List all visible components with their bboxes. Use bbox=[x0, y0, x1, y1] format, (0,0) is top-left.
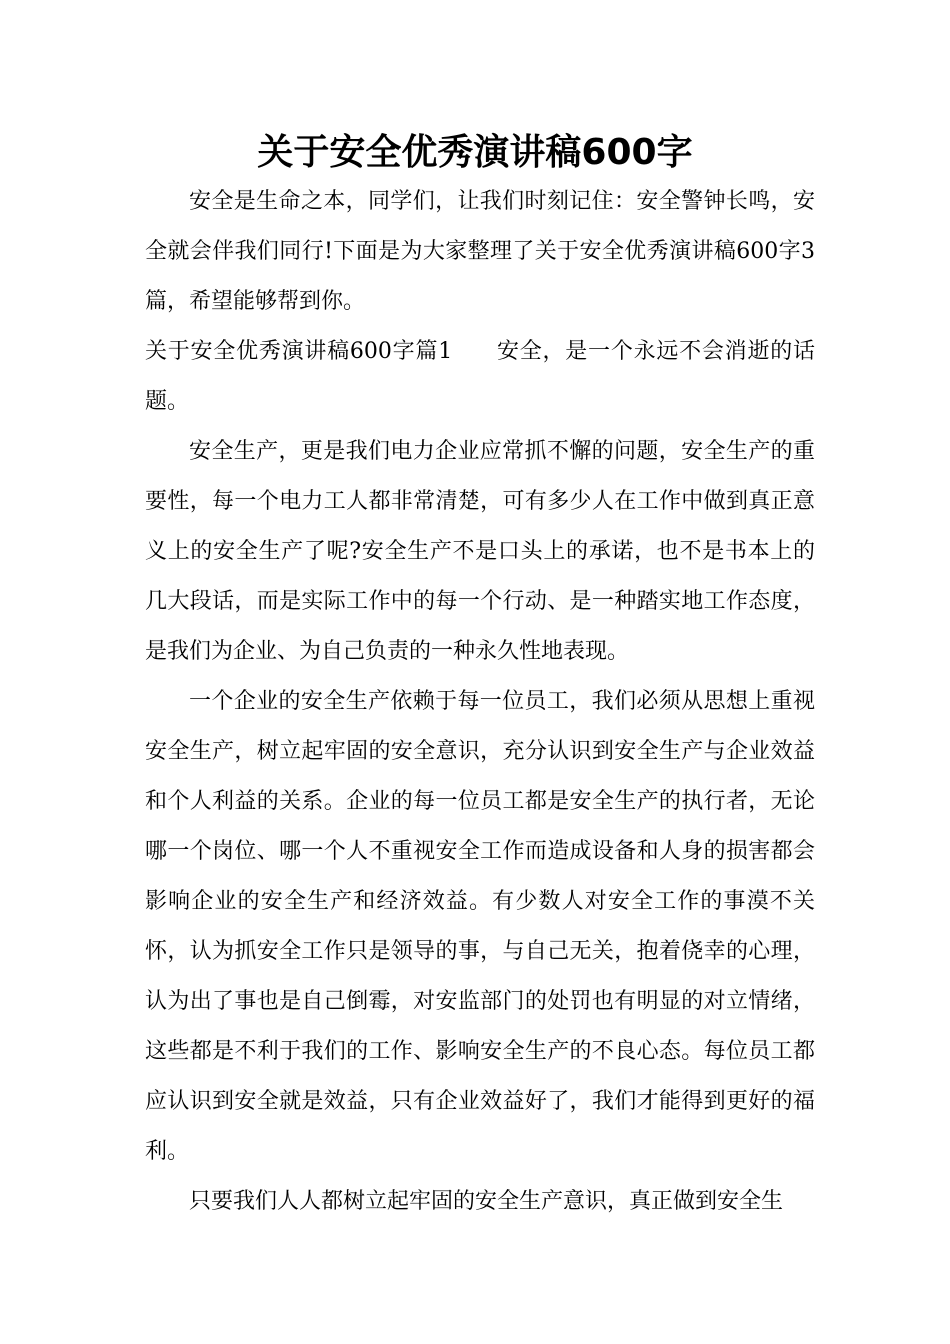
document-body bbox=[145, 177, 815, 1227]
body-paragraph-3: 只要我们人人都树立起牢固的安全生产意识，真正做到安全生 bbox=[189, 1189, 784, 1214]
document-title: 关于安全优秀演讲稿600字 bbox=[257, 132, 693, 173]
intro-paragraph: 安全是生命之本，同学们，让我们时刻记住：安全警钟长鸣，安全就会伴我们同行!下面是为大家整理了关于安全优秀演讲稿600字3篇，希望能够帮到你。 bbox=[145, 189, 815, 314]
section-heading-line bbox=[145, 327, 815, 427]
body-paragraph-2: 一个企业的安全生产依赖于每一位员工，我们必须从思想上重视安全生产，树立起牢固的安全意识，充分认识到安全生产与企业效益和个人利益的关系。企业的每一位员工都是安全生产的执行者，无论哪一个岗位、哪一个人不重视安全工作而造成设备和人身的损害都会影响企业的安全生产和经济效益。有少数人对安全工作的事漠不关怀，认为抓安全工作只是领导的事，与自己无关，抱着侥幸的心理，认为出了事也是自己倒霉，对安监部门的处罚也有明显的对立情绪，这些都是不利于我们的工作、影响安全生产的不良心态。每位员工都应认识到安全就是效益，只有企业效益好了，我们才能得到更好的福利。 bbox=[145, 689, 815, 1164]
section-heading: 关于安全优秀演讲稿600字篇1 bbox=[145, 339, 453, 364]
section-first-text: 安全，是一个永远不会消逝的话题。 bbox=[145, 339, 815, 414]
body-paragraph-1: 安全生产，更是我们电力企业应常抓不懈的问题，安全生产的重要性，每一个电力工人都非常清楚，可有多少人在工作中做到真正意义上的安全生产了呢?安全生产不是口头上的承诺，也不是书本上的几大段话，而是实际工作中的每一个行动、是一种踏实地工作态度，是我们为企业、为自己负责的一种永久性地表现。 bbox=[145, 439, 815, 664]
